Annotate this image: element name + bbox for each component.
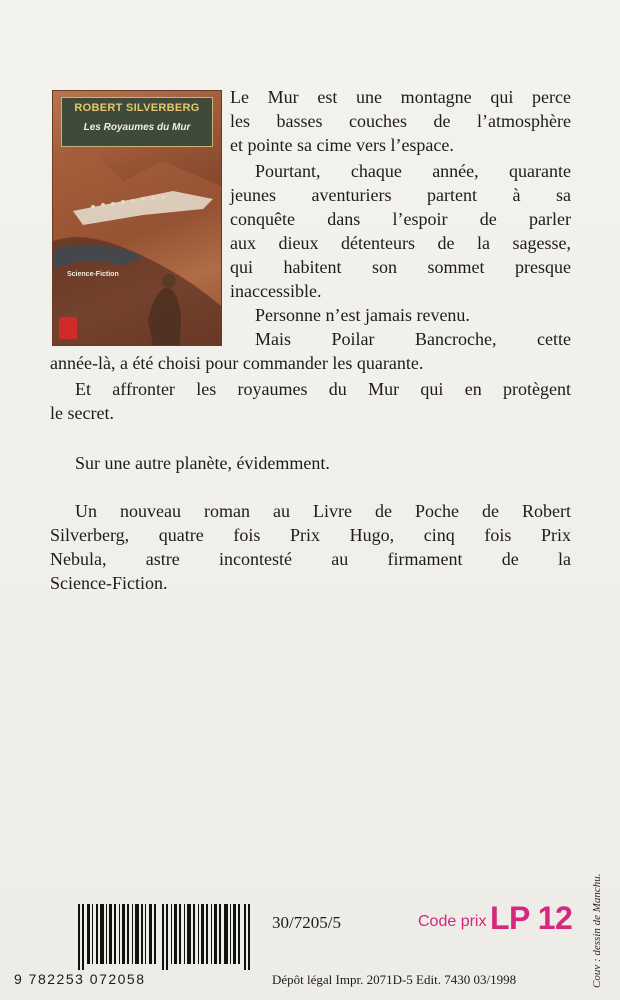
cover-author: ROBERT SILVERBERG: [74, 102, 200, 114]
blurb-line: Nebula, astre incontesté au firmament de la: [50, 549, 571, 569]
cover-genre-label: Science-Fiction: [67, 271, 119, 278]
blurb-line: aux dieux détenteurs de la sagesse,: [230, 233, 571, 253]
code-prix-value: LP 12: [490, 900, 573, 936]
blurb-line: Et affronter les royaumes du Mur qui en protègent: [75, 379, 571, 399]
cover-thumbnail: [52, 90, 222, 346]
cover-credit: Couv : dessin de Manchu.: [591, 873, 603, 988]
blurb-line: année-là, a été choisi pour commander les quarante.: [50, 353, 424, 373]
blurb-line: qui habitent son sommet presque: [230, 257, 571, 277]
barcode-number: 9 782253 072058: [14, 971, 146, 987]
blurb-line: Mais Poilar Bancroche, cette: [255, 329, 571, 349]
cover-title: Les Royaumes du Mur: [83, 122, 191, 133]
blurb-line: conquête dans l’espoir de parler: [230, 209, 571, 229]
blurb-line: Pourtant, chaque année, quarante: [255, 161, 571, 181]
blurb-line: les basses couches de l’atmosphère: [230, 111, 571, 131]
cover-title-bar: [61, 97, 213, 147]
blurb-line: Silverberg, quatre fois Prix Hugo, cinq fois Prix: [50, 525, 571, 545]
livre-de-poche-logo: [59, 317, 77, 339]
blurb-line: Un nouveau roman au Livre de Poche de Robert: [75, 501, 571, 521]
blurb-line: le secret.: [50, 403, 114, 423]
blurb-line: et pointe sa cime vers l’espace.: [230, 135, 454, 155]
legal-deposit: Dépôt légal Impr. 2071D-5 Edit. 7430 03/1998: [272, 972, 517, 987]
blurb-line: Le Mur est une montagne qui perce: [230, 87, 571, 107]
barcode: [78, 904, 254, 970]
blurb-line: Personne n’est jamais revenu.: [255, 305, 470, 325]
code-prix-label: Code prix: [418, 913, 487, 930]
blurb-line: inaccessible.: [230, 281, 322, 301]
blurb-line: Science-Fiction.: [50, 573, 168, 593]
catalog-number: 30/7205/5: [272, 913, 341, 932]
blurb-line: jeunes aventuriers partent à sa: [230, 185, 571, 205]
blurb-line: Sur une autre planète, évidemment.: [75, 453, 330, 473]
